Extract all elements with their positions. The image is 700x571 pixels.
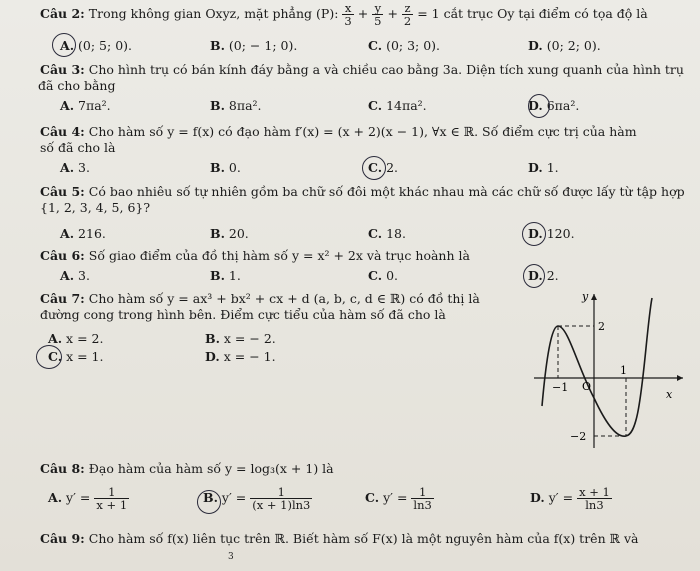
fraction: $\frac{z}{2}$ — [403, 1, 412, 28]
question-label: Câu 2: — [40, 6, 85, 21]
question-text: đường cong trong hình bên. Điểm cực tiểu của hàm số đã cho là — [40, 307, 446, 322]
question-text: Trong không gian Oxyz, mặt phẳng (P): — [88, 6, 339, 21]
question-3 — [40, 62, 685, 94]
option-d[interactable]: D. 6πa². — [528, 98, 580, 113]
question-5 — [40, 184, 685, 216]
fraction: $\frac{x}{3}$ — [344, 1, 352, 28]
tick-label: −1 — [552, 381, 569, 394]
option-c[interactable]: C. y′ = $\frac{1}{\ln 3}$ — [365, 485, 432, 512]
question-7 — [40, 291, 520, 323]
option-b[interactable]: B. 0. — [210, 160, 241, 175]
question-6 — [40, 248, 685, 264]
option-b[interactable]: B. 8πa². — [210, 98, 262, 113]
option-b[interactable]: B. (0; − 1; 0). — [210, 38, 298, 53]
tick-label: 1 — [620, 364, 627, 377]
question-2: Câu 2: Trong không gian Oxyz, mặt phẳng (P): $\frac{x}{3}$ + $\frac{y}{5}$ + $\frac{z}{2}$ = 1 cắt trục Oy tại điểm có tọa độ là — [40, 1, 648, 28]
question-label: Câu 5: — [40, 184, 85, 199]
origin-label: O — [582, 380, 592, 393]
question-label: Câu 6: — [40, 248, 85, 263]
x-axis-label: x — [666, 388, 673, 401]
question-text: Có bao nhiêu số tự nhiên gồm ba chữ số đôi một khác nhau mà các chữ số được lấy từ tập hợp — [88, 184, 685, 199]
question-text-tail: = 1 cắt trục Oy tại điểm có tọa độ là — [417, 6, 648, 21]
option-a[interactable]: A. 216. — [60, 226, 106, 241]
option-c[interactable]: C. 14πa². — [368, 98, 427, 113]
fraction: $\frac{y}{5}$ — [374, 1, 382, 28]
x-axis-arrow — [677, 375, 683, 381]
option-a[interactable]: A. x = 2. — [48, 331, 104, 346]
option-a[interactable]: A. (0; 5; 0). — [60, 38, 133, 53]
option-d[interactable]: D. y′ = $\frac{x + 1}{\ln 3}$ — [530, 485, 610, 512]
question-4 — [40, 124, 685, 156]
option-c[interactable]: C. (0; 3; 0). — [368, 38, 441, 53]
cubic-curve — [542, 298, 652, 436]
question-text: đã cho bằng — [38, 78, 116, 93]
question-text: Cho hàm số y = f(x) có đạo hàm f′(x) = (x + 2)(x − 1), ∀x ∈ ℝ. Số điểm cực trị của hàm — [88, 124, 637, 139]
question-label: Câu 3: — [40, 62, 85, 77]
option-b[interactable]: B. x = − 2. — [205, 331, 276, 346]
option-b[interactable]: B. 1. — [210, 268, 241, 283]
option-b[interactable]: B. y′ = $\frac{1}{(x + 1)\ln 3}$ — [203, 485, 311, 512]
tick-label: 2 — [598, 320, 605, 333]
option-c[interactable]: C. 2. — [368, 160, 399, 175]
question-label: Câu 9: — [40, 531, 85, 546]
cubic-function-graph — [528, 288, 688, 453]
option-d[interactable]: D. 1. — [528, 160, 559, 175]
option-d[interactable]: D. 2. — [528, 268, 559, 283]
question-label: Câu 7: — [40, 291, 85, 306]
cut-off-fragment: 3 — [228, 552, 234, 562]
question-text: Số giao điểm của đồ thị hàm số y = x² + 2x và trục hoành là — [88, 248, 470, 263]
option-c[interactable]: C. 18. — [368, 226, 406, 241]
option-b[interactable]: B. 20. — [210, 226, 249, 241]
question-label: Câu 4: — [40, 124, 85, 139]
question-text: Cho hình trụ có bán kính đáy bằng a và chiều cao bằng 3a. Diện tích xung quanh của hình trụ — [88, 62, 684, 77]
question-text: Đạo hàm của hàm số y = log₃(x + 1) là — [88, 461, 334, 476]
question-8 — [40, 461, 685, 477]
question-text: Cho hàm số f(x) liên tục trên ℝ. Biết hàm số F(x) là một nguyên hàm của f(x) trên ℝ và — [88, 531, 639, 546]
y-axis-label: y — [582, 290, 589, 303]
option-c[interactable]: C. 0. — [368, 268, 399, 283]
question-text: {1, 2, 3, 4, 5, 6}? — [40, 200, 151, 215]
option-c[interactable]: C. x = 1. — [48, 349, 104, 364]
question-9 — [40, 531, 685, 547]
y-axis-arrow — [591, 294, 597, 300]
option-a[interactable]: A. 7πa². — [60, 98, 111, 113]
tick-label: −2 — [570, 430, 587, 443]
question-text: số đã cho là — [40, 140, 116, 155]
option-a[interactable]: A. y′ = $\frac{1}{x + 1}$ — [48, 485, 128, 512]
option-d[interactable]: D. x = − 1. — [205, 349, 276, 364]
option-a[interactable]: A. 3. — [60, 160, 90, 175]
option-a[interactable]: A. 3. — [60, 268, 90, 283]
option-d[interactable]: D. 120. — [528, 226, 575, 241]
question-label: Câu 8: — [40, 461, 85, 476]
option-d[interactable]: D. (0; 2; 0). — [528, 38, 601, 53]
question-text: Cho hàm số y = ax³ + bx² + cx + d (a, b, c, d ∈ ℝ) có đồ thị là — [88, 291, 480, 306]
